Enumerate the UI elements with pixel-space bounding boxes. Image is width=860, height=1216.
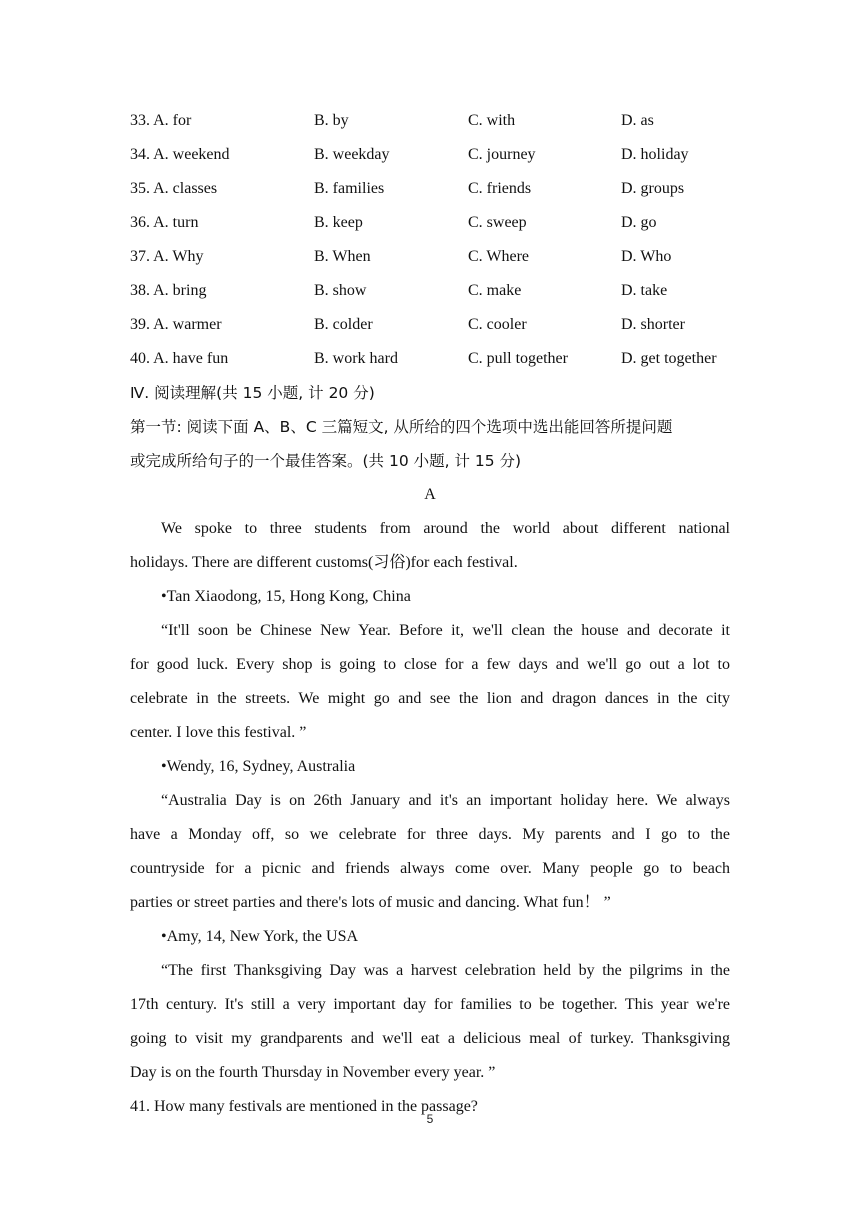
speaker-text-line: 17th century. It's still a very important day for families to be together. This year we're — [130, 996, 730, 1013]
passage-intro-line-2: holidays. There are different customs(习俗)for each festival. — [130, 554, 518, 571]
option-b: B. show — [314, 282, 367, 299]
option-b: B. colder — [314, 316, 373, 333]
option-a: 39. A. warmer — [130, 316, 222, 333]
speaker-text-line: “It'll soon be Chinese New Year. Before it, we'll clean the house and decorate it — [161, 622, 730, 639]
option-c: C. sweep — [468, 214, 527, 231]
option-c: C. Where — [468, 248, 530, 265]
speaker-text-line: Day is on the fourth Thursday in November every year. ” — [130, 1064, 496, 1081]
option-a: 38. A. bring — [130, 282, 207, 299]
option-b: B. keep — [314, 214, 363, 231]
section-instruction-line-1: 第一节: 阅读下面 A、B、C 三篇短文, 从所给的四个选项中选出能回答所提问题 — [130, 418, 673, 436]
option-c: C. make — [468, 282, 522, 299]
speaker-text-line: “The first Thanksgiving Day was a harvest celebration held by the pilgrims in the — [161, 962, 730, 979]
option-d: D. holiday — [621, 146, 689, 163]
option-row-40 — [130, 342, 730, 376]
option-c: C. pull together — [468, 350, 568, 367]
speaker-text-line: parties or street parties and there's lots of music and dancing. What fun！ ” — [130, 894, 611, 911]
option-b: B. weekday — [314, 146, 390, 163]
option-d: D. Who — [621, 248, 672, 265]
option-row-38 — [130, 274, 730, 308]
section-instruction-line-2: 或完成所给句子的一个最佳答案。(共 10 小题, 计 15 分) — [130, 452, 522, 470]
speaker-name: •Wendy, 16, Sydney, Australia — [161, 758, 356, 775]
option-d: D. shorter — [621, 316, 685, 333]
option-d: D. take — [621, 282, 668, 299]
option-c: C. friends — [468, 180, 532, 197]
option-a: 40. A. have fun — [130, 350, 229, 367]
option-d: D. groups — [621, 180, 685, 197]
option-c: C. with — [468, 112, 516, 129]
speaker-text-line: “Australia Day is on 26th January and it's an important holiday here. We always — [161, 792, 730, 809]
speaker-name: •Amy, 14, New York, the USA — [161, 928, 359, 945]
option-b: B. When — [314, 248, 371, 265]
passage-intro-line-1: We spoke to three students from around the world about different national — [161, 520, 730, 537]
option-row-39 — [130, 308, 730, 342]
option-row-37 — [130, 240, 730, 274]
speaker-text-line: celebrate in the streets. We might go and see the lion and dragon dances in the city — [130, 690, 730, 707]
option-d: D. go — [621, 214, 657, 231]
option-d: D. as — [621, 112, 654, 129]
option-a: 35. A. classes — [130, 180, 218, 197]
option-row-33 — [130, 104, 730, 138]
speaker-text-line: have a Monday off, so we celebrate for three days. My parents and I go to the — [130, 826, 730, 843]
speaker-text-line: countryside for a picnic and friends always come over. Many people go to beach — [130, 860, 730, 877]
option-a: 34. A. weekend — [130, 146, 230, 163]
question-41: 41. How many festivals are mentioned in the passage? — [130, 1098, 478, 1115]
option-a: 33. A. for — [130, 112, 192, 129]
section-title: Ⅳ. 阅读理解(共 15 小题, 计 20 分) — [130, 384, 375, 402]
option-b: B. families — [314, 180, 385, 197]
option-c: C. journey — [468, 146, 536, 163]
option-row-36 — [130, 206, 730, 240]
option-row-34 — [130, 138, 730, 172]
option-a: 36. A. turn — [130, 214, 199, 231]
document-page — [130, 104, 730, 1124]
page-number: 5 — [426, 1112, 434, 1126]
option-c: C. cooler — [468, 316, 527, 333]
options-table — [130, 104, 730, 376]
option-b: B. by — [314, 112, 349, 129]
speaker-text-line: center. I love this festival. ” — [130, 724, 307, 741]
speaker-text-line: going to visit my grandparents and we'll eat a delicious meal of turkey. Thanksgiving — [130, 1030, 730, 1047]
option-row-35 — [130, 172, 730, 206]
option-a: 37. A. Why — [130, 248, 204, 265]
option-b: B. work hard — [314, 350, 398, 367]
speaker-name: •Tan Xiaodong, 15, Hong Kong, China — [161, 588, 411, 605]
passage-heading: A — [424, 486, 436, 503]
option-d: D. get together — [621, 350, 717, 367]
speaker-text-line: for good luck. Every shop is going to close for a few days and we'll go out a lot to — [130, 656, 730, 673]
